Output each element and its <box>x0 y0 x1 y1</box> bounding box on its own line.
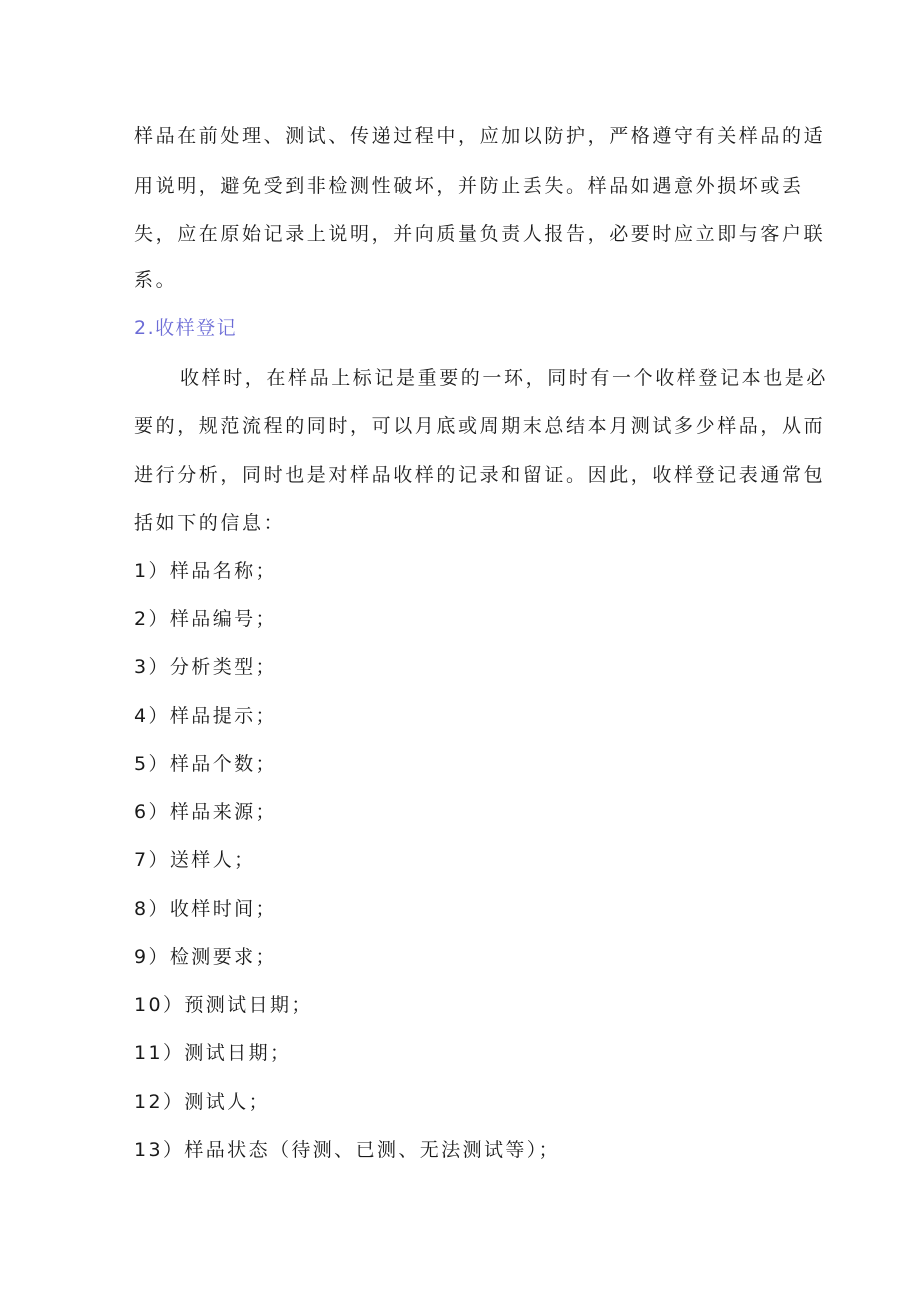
section-paragraph-line-3: 进行分析，同时也是对样品收样的记录和留证。因此，收样登记表通常包 <box>134 464 826 486</box>
section-paragraph-line-2: 要的，规范流程的同时，可以月底或周期末总结本月测试多少样品，从而 <box>134 415 826 437</box>
list-item: 4）样品提示； <box>134 705 277 727</box>
section-paragraph-line-1: 收样时，在样品上标记是重要的一环，同时有一个收样登记本也是必 <box>180 367 829 389</box>
list-item: 7）送样人； <box>134 849 256 871</box>
intro-paragraph-line-1: 样品在前处理、测试、传递过程中，应加以防护，严格遵守有关样品的适 <box>134 125 826 147</box>
list-item: 11）测试日期； <box>134 1042 292 1064</box>
list-item: 9）检测要求； <box>134 946 277 968</box>
section-paragraph-line-4: 括如下的信息： <box>134 512 286 534</box>
section-heading: 2.收样登记 <box>134 317 238 339</box>
list-item: 3）分析类型； <box>134 656 277 678</box>
list-item: 13）样品状态（待测、已测、无法测试等）； <box>134 1139 561 1161</box>
list-item: 5）样品个数； <box>134 753 277 775</box>
intro-paragraph-line-3: 失，应在原始记录上说明，并向质量负责人报告，必要时应立即与客户联 <box>134 223 826 245</box>
list-item: 8）收样时间； <box>134 898 277 920</box>
list-item: 6）样品来源； <box>134 801 277 823</box>
list-item: 2）样品编号； <box>134 608 277 630</box>
intro-paragraph-line-4: 系。 <box>134 269 178 291</box>
list-item: 10）预测试日期； <box>134 994 313 1016</box>
list-item: 12）测试人； <box>134 1091 270 1113</box>
intro-paragraph-line-2: 用说明，避免受到非检测性破坏，并防止丢失。样品如遇意外损坏或丢 <box>134 175 804 197</box>
list-item: 1）样品名称； <box>134 560 277 582</box>
